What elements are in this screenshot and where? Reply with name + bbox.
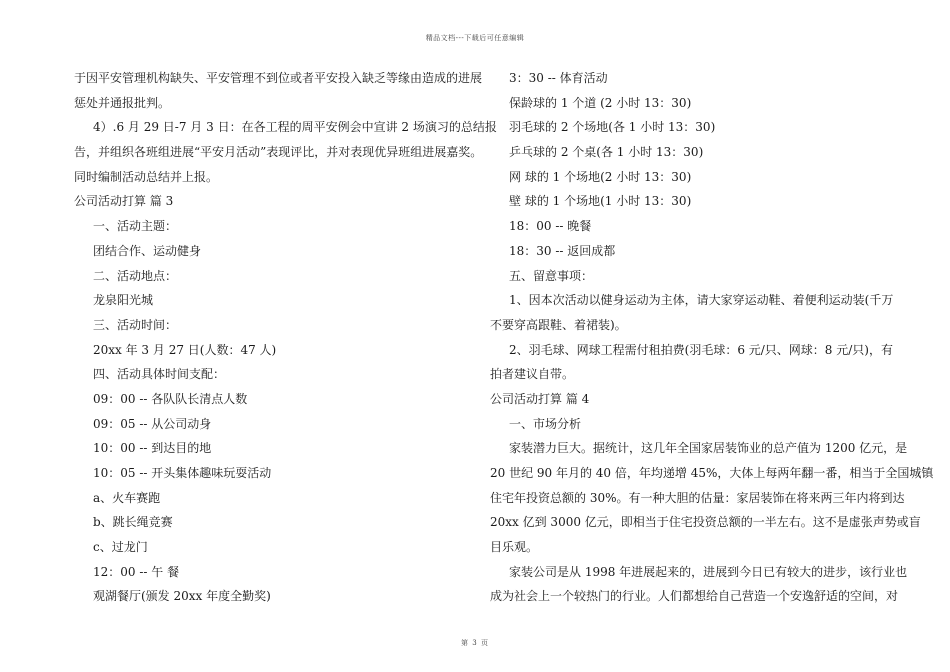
text-line: c、过龙门 [93,540,148,555]
text-line: 网 球的 1 个场地(2 小时 13：30) [509,169,692,184]
text-line: 成为社会上一个较热门的行业。人们都想给自己营造一个安逸舒适的空间，对 [490,589,899,604]
text-line: 1、因本次活动以健身运动为主体，请大家穿运动鞋、着便利运动装(千万 [509,293,894,308]
text-line: 家装公司是从 1998 年进展起来的，进展到今日已有较大的进步，该行业也 [509,564,908,579]
text-line: 龙泉阳光城 [93,293,154,308]
page-header: 精品文档---下载后可任意编辑 [425,34,525,42]
text-line: 公司活动打算 篇 4 [490,391,590,406]
text-line: 壁 球的 1 个场地(1 小时 13：30) [509,194,692,209]
text-line: 三、活动时间： [93,317,178,332]
text-line: 住宅年投资总额的 30%。有一种大胆的估量：家居装饰在将来两三年内将到达 [490,490,905,505]
text-line: b、跳长绳竞赛 [93,515,173,530]
text-line: 乒乓球的 2 个桌(各 1 小时 13：30) [509,145,704,160]
page-footer: 第 3 页 [461,639,489,647]
text-line: 20 世纪 90 年月的 40 倍，年均递增 45%，大体上每两年翻一番，相当于全国城镇 [490,466,934,480]
text-line: 2、羽毛球、网球工程需付租拍费(羽毛球：6 元/只、网球：8 元/只)，有 [509,342,893,357]
text-line: 公司活动打算 篇 3 [74,194,174,209]
text-line: 18：30 -- 返回成都 [509,243,616,258]
text-line: 20xx 年 3 月 27 日(人数：47 人) [93,342,277,357]
text-line: 不要穿高跟鞋、着裙装)。 [490,317,627,332]
text-line: 家装潜力巨大。据统计，这几年全国家居装饰业的总产值为 1200 亿元，是 [509,441,908,456]
text-line: 拍者建议自带。 [490,367,575,382]
text-line: 保龄球的 1 个道 (2 小时 13：30) [509,95,692,110]
text-line: 3：30 -- 体育活动 [509,71,608,85]
text-line: 09：05 -- 从公司动身 [93,416,212,431]
text-line: 目乐观。 [490,540,539,555]
text-line: 10：00 -- 到达目的地 [93,441,212,456]
text-line: 10：05 -- 开头集体趣味玩耍活动 [93,466,272,480]
text-line: 五、留意事项： [509,268,594,283]
text-line: 惩处并通报批判。 [74,95,171,110]
right-column [490,66,934,609]
text-line: 于因平安管理机构缺失、平安管理不到位或者平安投入缺乏等缘由造成的进展 [74,71,483,85]
left-column [74,66,497,609]
text-line: 一、活动主题： [93,219,178,234]
text-line: 告，并组织各班组进展“平安月活动”表现评比，并对表现优异班组进展嘉奖。 [74,145,483,160]
text-line: 09：00 -- 各队队长清点人数 [93,391,248,406]
text-line: 20xx 亿到 3000 亿元，即相当于住宅投资总额的一半左右。这不是虚张声势或盲 [490,515,921,530]
text-line: 同时编制活动总结并上报。 [74,169,219,184]
text-line: a、火车赛跑 [93,490,161,505]
text-line: 一、市场分析 [509,416,582,431]
text-line: 18：00 -- 晚餐 [509,219,592,234]
text-line: 二、活动地点： [93,268,178,283]
text-line: 观湖餐厅(颁发 20xx 年度全勤奖) [93,589,271,604]
text-line: 4）.6 月 29 日-7 月 3 日：在各工程的周平安例会中宣讲 2 场演习的总结报 [93,120,497,135]
text-line: 12：00 -- 午 餐 [93,564,180,579]
text-line: 团结合作、运动健身 [93,243,202,258]
text-line: 羽毛球的 2 个场地(各 1 小时 13：30) [509,120,716,135]
text-line: 四、活动具体时间支配： [93,367,226,382]
